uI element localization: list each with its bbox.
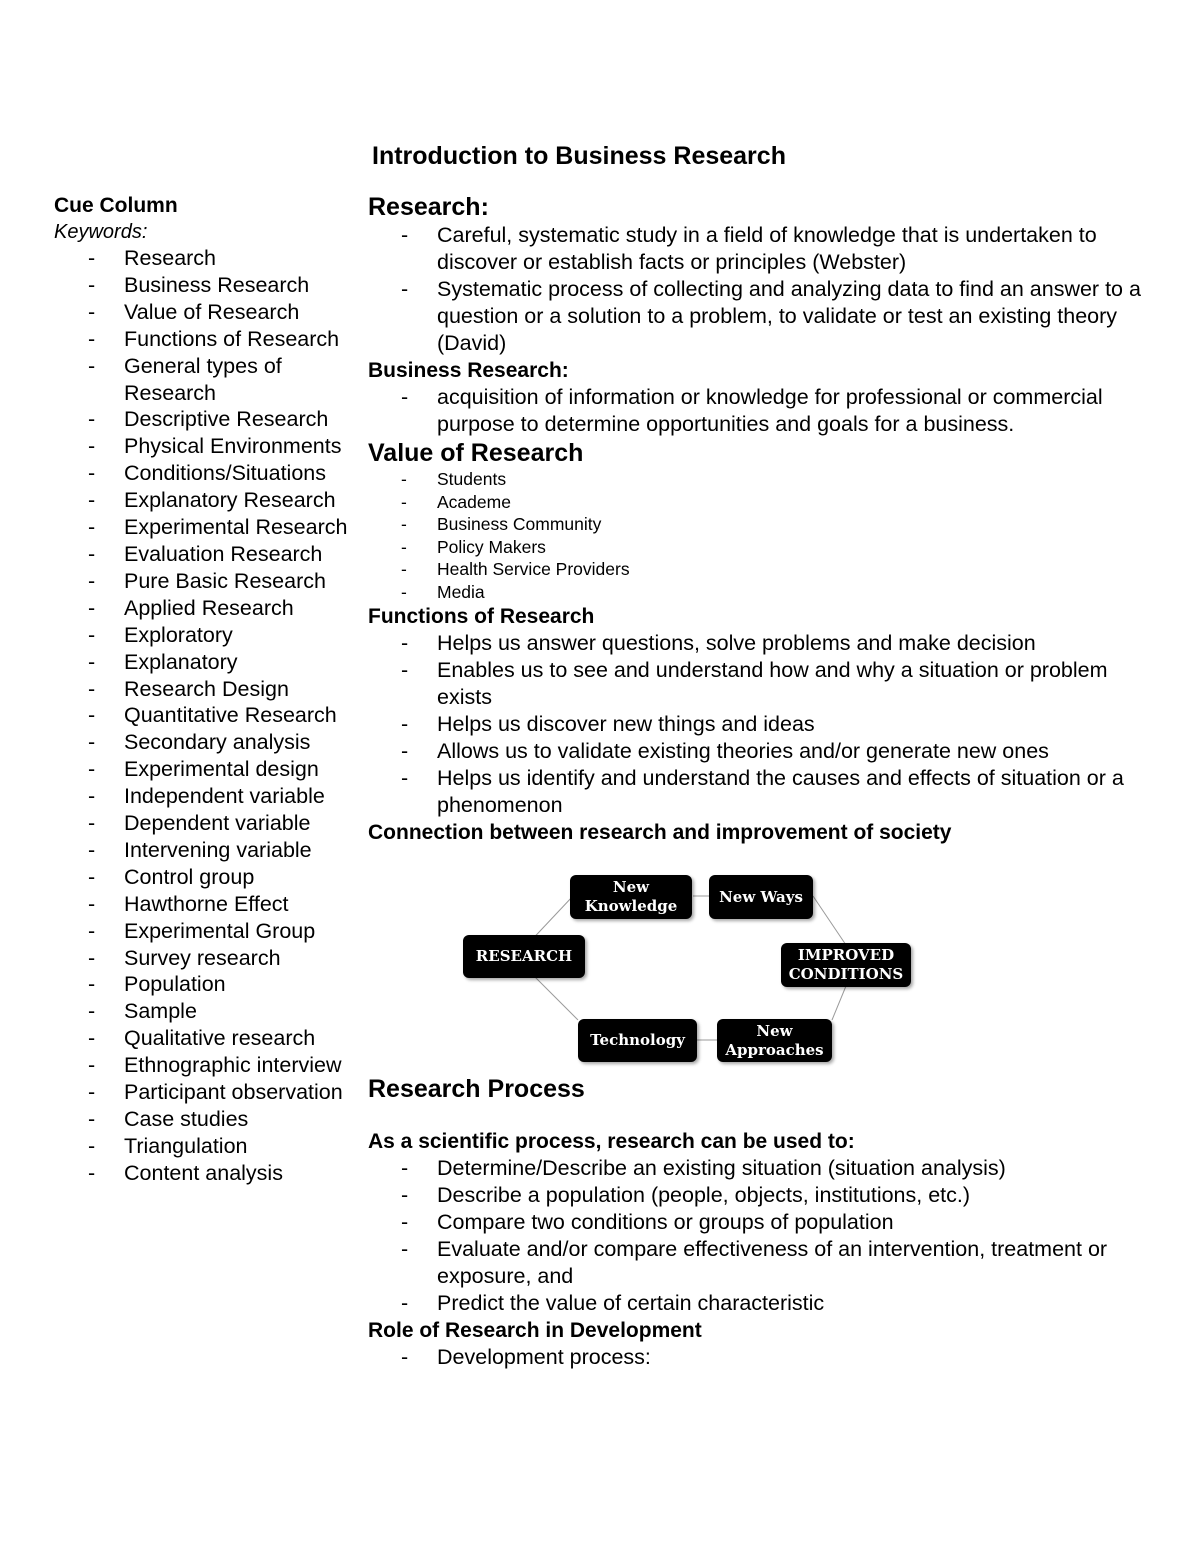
list-item-text: Value of Research bbox=[124, 299, 300, 324]
research-cycle-diagram bbox=[368, 854, 1168, 1064]
dash-bullet: - bbox=[88, 246, 96, 270]
research-process-subheading: As a scientific process, research can be used to: bbox=[368, 1130, 855, 1153]
dash-bullet: - bbox=[88, 434, 96, 459]
list-item-text: Health Service Providers bbox=[437, 559, 630, 579]
dash-bullet: - bbox=[88, 299, 96, 324]
cue-column bbox=[54, 193, 354, 1187]
list-item-text: Survey research bbox=[124, 945, 281, 970]
dash-bullet: - bbox=[88, 1107, 96, 1131]
list-item-text: Participant observation bbox=[124, 1080, 343, 1105]
list-item-text: Evaluate and/or compare effectiveness of an intervention, treatment or exposure, and bbox=[437, 1237, 1108, 1288]
functions-heading: Functions of Research bbox=[368, 605, 595, 628]
list-item-text: Students bbox=[437, 469, 507, 489]
dash-bullet: - bbox=[88, 918, 96, 943]
list-item-text: Allows us to validate existing theories and/or generate new ones bbox=[437, 739, 1049, 763]
dash-bullet: - bbox=[88, 972, 96, 997]
dash-bullet: - bbox=[88, 541, 96, 566]
list-item bbox=[368, 1344, 1168, 1371]
list-item bbox=[54, 245, 354, 272]
list-item bbox=[54, 1052, 354, 1079]
dash-bullet: - bbox=[88, 730, 96, 755]
list-item-text: Explanatory Research bbox=[124, 488, 336, 513]
value-heading: Value of Research bbox=[368, 439, 584, 467]
list-item-text: Qualitative research bbox=[124, 1026, 316, 1051]
list-item bbox=[54, 702, 354, 729]
list-item-text: Conditions/Situations bbox=[124, 461, 326, 486]
dash-bullet: - bbox=[401, 1156, 409, 1180]
list-item-text: Exploratory bbox=[124, 622, 233, 647]
list-item bbox=[54, 460, 354, 487]
list-item bbox=[54, 756, 354, 783]
list-item-text: Dependent variable bbox=[124, 811, 311, 836]
dash-bullet: - bbox=[401, 491, 407, 512]
list-item bbox=[54, 971, 354, 998]
list-item-text: Descriptive Research bbox=[124, 407, 329, 432]
node-new-ways: New Ways bbox=[709, 875, 813, 919]
node-new-knowledge: New Knowledge bbox=[570, 875, 692, 919]
list-item-text: General types of Research bbox=[124, 353, 282, 405]
list-item bbox=[368, 222, 1168, 276]
list-item bbox=[368, 1290, 1168, 1317]
node-research: RESEARCH bbox=[463, 935, 585, 978]
dash-bullet: - bbox=[401, 536, 407, 557]
list-item-text: Intervening variable bbox=[124, 837, 312, 862]
list-item-text: Population bbox=[124, 972, 226, 997]
node-technology: Technology bbox=[578, 1019, 697, 1062]
dash-bullet: - bbox=[88, 1026, 96, 1051]
list-item bbox=[54, 272, 354, 299]
dash-bullet: - bbox=[88, 837, 96, 862]
dash-bullet: - bbox=[401, 1291, 409, 1315]
dash-bullet: - bbox=[88, 1133, 96, 1158]
list-item bbox=[368, 384, 1168, 438]
list-item bbox=[368, 276, 1168, 357]
dash-bullet: - bbox=[88, 407, 96, 432]
list-item-text: Development process: bbox=[437, 1345, 651, 1369]
research-heading: Research: bbox=[368, 193, 489, 221]
list-item bbox=[368, 657, 1168, 711]
dash-bullet: - bbox=[401, 1210, 409, 1234]
list-item bbox=[54, 514, 354, 541]
list-item-text: Experimental Research bbox=[124, 515, 348, 540]
dash-bullet: - bbox=[88, 461, 96, 486]
list-item-text: Predict the value of certain characteristic bbox=[437, 1291, 825, 1315]
list-item bbox=[54, 945, 354, 972]
list-item-text: Careful, systematic study in a field of knowledge that is undertaken to discover or establish facts or principles (Webster) bbox=[437, 223, 1097, 274]
research-process-heading: Research Process bbox=[368, 1075, 585, 1103]
list-item bbox=[54, 676, 354, 703]
keywords-label: Keywords: bbox=[54, 221, 148, 243]
dash-bullet: - bbox=[401, 223, 409, 247]
dash-bullet: - bbox=[401, 1345, 409, 1369]
dash-bullet: - bbox=[88, 622, 96, 647]
list-item bbox=[54, 998, 354, 1025]
list-item bbox=[368, 581, 1168, 604]
dash-bullet: - bbox=[401, 1183, 409, 1207]
research-process-list bbox=[368, 1155, 1168, 1317]
dash-bullet: - bbox=[88, 676, 96, 701]
list-item-text: Control group bbox=[124, 864, 255, 889]
dash-bullet: - bbox=[88, 999, 96, 1024]
dash-bullet: - bbox=[88, 488, 96, 513]
list-item bbox=[54, 406, 354, 433]
dash-bullet: - bbox=[88, 1080, 96, 1105]
list-item bbox=[54, 622, 354, 649]
dash-bullet: - bbox=[401, 581, 407, 602]
list-item bbox=[368, 1209, 1168, 1236]
connector-ways-improved bbox=[813, 896, 846, 945]
list-item-text: Content analysis bbox=[124, 1160, 283, 1185]
list-item-text: Case studies bbox=[124, 1107, 249, 1131]
list-item bbox=[54, 810, 354, 837]
list-item bbox=[54, 729, 354, 756]
list-item bbox=[54, 1025, 354, 1052]
list-item-text: Physical Environments bbox=[124, 434, 342, 459]
dash-bullet: - bbox=[88, 811, 96, 836]
list-item-text: Research bbox=[124, 246, 217, 270]
development-list bbox=[368, 1344, 1168, 1371]
dash-bullet: - bbox=[401, 1237, 409, 1261]
dash-bullet: - bbox=[88, 864, 96, 889]
list-item-text: Helps us discover new things and ideas bbox=[437, 712, 815, 736]
dash-bullet: - bbox=[88, 945, 96, 970]
dash-bullet: - bbox=[401, 559, 407, 579]
list-item-text: Compare two conditions or groups of population bbox=[437, 1210, 894, 1234]
list-item bbox=[368, 630, 1168, 657]
list-item bbox=[368, 1155, 1168, 1182]
connector-improved-approaches bbox=[832, 986, 846, 1020]
node-improved-conditions: IMPROVED CONDITIONS bbox=[781, 943, 911, 987]
list-item bbox=[368, 468, 1168, 491]
list-item bbox=[54, 487, 354, 514]
dash-bullet: - bbox=[88, 272, 96, 297]
connection-heading: Connection between research and improvement of society bbox=[368, 821, 952, 844]
list-item-text: Helps us identify and understand the causes and effects of situation or a phenomenon bbox=[437, 766, 1124, 817]
list-item-text: Media bbox=[437, 581, 485, 602]
list-item bbox=[54, 1079, 354, 1106]
list-item-text: Describe a population (people, objects, institutions, etc.) bbox=[437, 1183, 971, 1207]
list-item bbox=[368, 1182, 1168, 1209]
list-item-text: Academe bbox=[437, 491, 511, 512]
dash-bullet: - bbox=[88, 595, 96, 620]
list-item bbox=[368, 491, 1168, 514]
cue-column-heading: Cue Column bbox=[54, 194, 178, 217]
list-item bbox=[54, 353, 354, 407]
dash-bullet: - bbox=[401, 277, 409, 301]
business-research-list bbox=[368, 384, 1168, 438]
list-item bbox=[368, 738, 1168, 765]
list-item bbox=[54, 299, 354, 326]
list-item bbox=[54, 568, 354, 595]
list-item-text: Hawthorne Effect bbox=[124, 891, 289, 916]
development-heading: Role of Research in Development bbox=[368, 1319, 702, 1342]
list-item-text: Policy Makers bbox=[437, 536, 546, 557]
list-item bbox=[54, 595, 354, 622]
list-item bbox=[54, 783, 354, 810]
dash-bullet: - bbox=[88, 784, 96, 809]
list-item bbox=[54, 1160, 354, 1187]
dash-bullet: - bbox=[401, 385, 409, 409]
list-item-text: Triangulation bbox=[124, 1133, 248, 1158]
list-item bbox=[368, 711, 1168, 738]
dash-bullet: - bbox=[88, 1160, 96, 1185]
list-item-text: Quantitative Research bbox=[124, 703, 337, 728]
list-item-text: Ethnographic interview bbox=[124, 1053, 342, 1078]
list-item bbox=[368, 513, 1168, 536]
list-item-text: Explanatory bbox=[124, 649, 238, 674]
list-item-text: Business Community bbox=[437, 514, 602, 534]
notes-column bbox=[368, 192, 1168, 1371]
dash-bullet: - bbox=[88, 891, 96, 916]
list-item-text: Experimental design bbox=[124, 757, 319, 782]
list-item-text: Independent variable bbox=[124, 784, 325, 809]
dash-bullet: - bbox=[401, 631, 409, 655]
dash-bullet: - bbox=[401, 766, 409, 790]
dash-bullet: - bbox=[88, 515, 96, 540]
research-definition-list bbox=[368, 222, 1168, 357]
dash-bullet: - bbox=[88, 1053, 96, 1078]
list-item bbox=[54, 1133, 354, 1160]
list-item-text: acquisition of information or knowledge for professional or commercial purpose to determine opportunities and goals for a business. bbox=[437, 385, 1103, 436]
value-list bbox=[368, 468, 1168, 603]
list-item bbox=[368, 536, 1168, 559]
page-title: Introduction to Business Research bbox=[372, 142, 786, 170]
business-research-heading: Business Research: bbox=[368, 359, 569, 382]
list-item bbox=[368, 765, 1168, 819]
list-item-text: Research Design bbox=[124, 676, 289, 701]
dash-bullet: - bbox=[401, 514, 407, 534]
dash-bullet: - bbox=[401, 712, 409, 736]
dash-bullet: - bbox=[88, 757, 96, 782]
list-item bbox=[54, 918, 354, 945]
list-item-text: Sample bbox=[124, 999, 197, 1024]
list-item bbox=[54, 649, 354, 676]
dash-bullet: - bbox=[88, 649, 96, 674]
list-item-text: Functions of Research bbox=[124, 326, 340, 351]
dash-bullet: - bbox=[401, 469, 407, 489]
list-item-text: Experimental Group bbox=[124, 918, 316, 943]
list-item-text: Secondary analysis bbox=[124, 730, 311, 755]
list-item bbox=[54, 433, 354, 460]
list-item bbox=[54, 326, 354, 353]
dash-bullet: - bbox=[401, 739, 409, 763]
dash-bullet: - bbox=[401, 658, 409, 682]
list-item-text: Pure Basic Research bbox=[124, 568, 326, 593]
list-item bbox=[54, 864, 354, 891]
dash-bullet: - bbox=[88, 568, 96, 593]
list-item bbox=[368, 558, 1168, 581]
dash-bullet: - bbox=[88, 326, 96, 351]
keyword-list bbox=[54, 245, 354, 1187]
list-item-text: Applied Research bbox=[124, 595, 294, 620]
node-new-approaches: New Approaches bbox=[717, 1019, 832, 1062]
list-item bbox=[54, 1106, 354, 1133]
list-item-text: Enables us to see and understand how and why a situation or problem exists bbox=[437, 658, 1108, 709]
list-item-text: Business Research bbox=[124, 272, 310, 297]
list-item bbox=[368, 1236, 1168, 1290]
dash-bullet: - bbox=[88, 353, 96, 378]
list-item-text: Determine/Describe an existing situation (situation analysis) bbox=[437, 1156, 1006, 1180]
functions-list bbox=[368, 630, 1168, 819]
list-item-text: Systematic process of collecting and analyzing data to find an answer to a question or a solution to a problem, to validate or test an existing theory (David) bbox=[437, 277, 1141, 355]
dash-bullet: - bbox=[88, 703, 96, 728]
list-item bbox=[54, 837, 354, 864]
list-item-text: Helps us answer questions, solve problems and make decision bbox=[437, 631, 1036, 655]
list-item-text: Evaluation Research bbox=[124, 541, 323, 566]
list-item bbox=[54, 891, 354, 918]
list-item bbox=[54, 541, 354, 568]
